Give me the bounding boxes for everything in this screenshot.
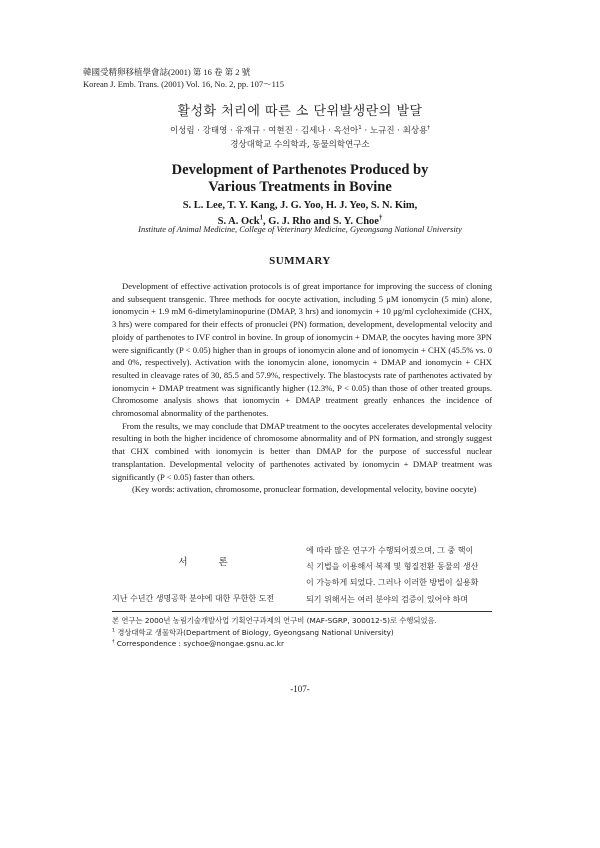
summary-paragraph-2: From the results, we may conclude that DMAP treatment to the oocytes accelerates developmental velocity resulting in both the higher incidence of chromosome abnormality and of PN formation, and strongly suggest that CHX combined with ionomycin is better than DMAP for the purpose of successful nuclear transplantation. Developmental velocity of parthenotes activated by ionomycin + DMAP treatment was significantly (P < 0.05) faster than others. (112, 420, 492, 482)
keywords-label: (Key words: (132, 484, 175, 495)
summary-body (112, 280, 492, 496)
journal-citation-english: Korean J. Emb. Trans. (2001) Vol. 16, No. 2, pp. 107～115 (83, 79, 285, 89)
affiliation-footnote-text: 경상대학교 생물학과(Department of Biology, Gyeongsang National University) (117, 627, 394, 637)
intro-right-column (306, 543, 492, 608)
footnote-mark: 1 (112, 628, 116, 634)
correspondence-footnote-text: Correspondence : sychoe@nongae.gsnu.ac.kr (116, 639, 284, 648)
summary-heading: SUMMARY (269, 255, 331, 267)
author-affiliation-mark: 1 (259, 214, 264, 222)
corresponding-mark: † (378, 214, 383, 222)
intro-left-column (112, 555, 294, 607)
author-affiliation-mark: 1 (358, 125, 362, 132)
korean-affiliation: 경상대학교 수의학과, 동물의학연구소 (230, 140, 370, 150)
english-title-line-2: Various Treatments in Bovine (208, 179, 392, 195)
english-title-line-1: Development of Parthenotes Produced by (171, 162, 429, 178)
institute-affiliation: Institute of Animal Medicine, College of Veterinary Medicine, Gyeongsang National University (138, 224, 462, 234)
english-title (0, 162, 600, 196)
page-number: -107- (290, 684, 310, 694)
introduction-heading: 서 론 (178, 557, 242, 568)
intro-line: 에 따라 많은 연구가 수행되어졌으며, 그 중 핵이 (306, 546, 474, 555)
correspondence-footnote (112, 638, 492, 650)
korean-title: 활성화 처리에 따른 소 단위발생란의 발달 (177, 104, 423, 119)
journal-citation-korean: 韓國受精卵移植學會誌(2001) 第 16 卷 第 2 號 (83, 67, 251, 77)
keywords-list: activation, chromosome, pronuclear formation, developmental velocity, bovine oocyte) (176, 484, 477, 495)
intro-line: 이 가능하게 되었다. 그러나 이러한 방법이 실용화 (306, 578, 479, 588)
summary-paragraph-1: Development of effective activation protocols is of great importance for improving the success of cloning and subsequent transgenic. Three methods for oocyte activation, including 5 μM ionomycin (5 min) alone, ionomycin + 1.9 mM 6-dimetylaminopurine (DMAP, 3 hrs) and ionomycin + 10 μg/ml cycloheximide (CHX, 3 hrs) were compared for their effects of pronuclei (PN) formation, development, developmental velocity and ploidy of parthenotes to IVF control in bovine. In group of ionomycin + DMAP, the oocytes having more 3PN were significantly (P < 0.05) higher than in groups of ionomycin alone and of ionomycin + CHX (45.5% vs. 0 and 0%, respectively). Activation with the ionomycin alone, ionomycin + DMAP and ionomycin + CHX resulted in cleavage rates of 30, 85.5 and 57.9%, respectively. The blastocysts rate of parthenotes activated by ionomycin + DMAP treatment was significantly higher (12.3%, P < 0.05) than those of other treated groups. Chromosome analysis shows that ionomycin + DMAP treatment greatly enhances the incidence of chromosomal abnormality of the parthenotes. (112, 281, 492, 419)
corresponding-mark: † (427, 125, 431, 132)
intro-line: 식 기법을 이용해서 복제 및 형질전환 동물의 생산 (306, 562, 479, 572)
journal-citation (83, 66, 284, 90)
footnote-divider (112, 611, 492, 612)
korean-authors (0, 124, 600, 136)
footnotes (112, 615, 492, 650)
korean-authors-names: 이성림 · 강태영 · 유재규 · 여현진 · 김세나 · 옥선아 (169, 126, 359, 136)
footnote-mark: † (112, 639, 115, 645)
korean-authors-names-2: · 노규진 · 최상용 (361, 126, 428, 136)
english-authors-line-1: S. L. Lee, T. Y. Kang, J. G. Yoo, H. J. Yeo, S. N. Kim, (182, 200, 418, 211)
author-ock: S. A. Ock (217, 216, 260, 227)
funding-footnote: 본 연구는 2000년 농림기술개발사업 기획연구과제의 연구비 (MAF-SGRP, 300012-5)로 수행되었음. (112, 616, 437, 625)
affiliation-footnote (112, 627, 492, 639)
keywords (112, 483, 492, 496)
intro-line: 지난 수년간 생명공학 분야에 대한 무한한 도전 (112, 594, 275, 603)
intro-line: 되기 위해서는 여러 분야의 검증이 있어야 하며 (306, 594, 469, 604)
authors-rest: , G. J. Rho and S. Y. Choe (263, 216, 379, 227)
